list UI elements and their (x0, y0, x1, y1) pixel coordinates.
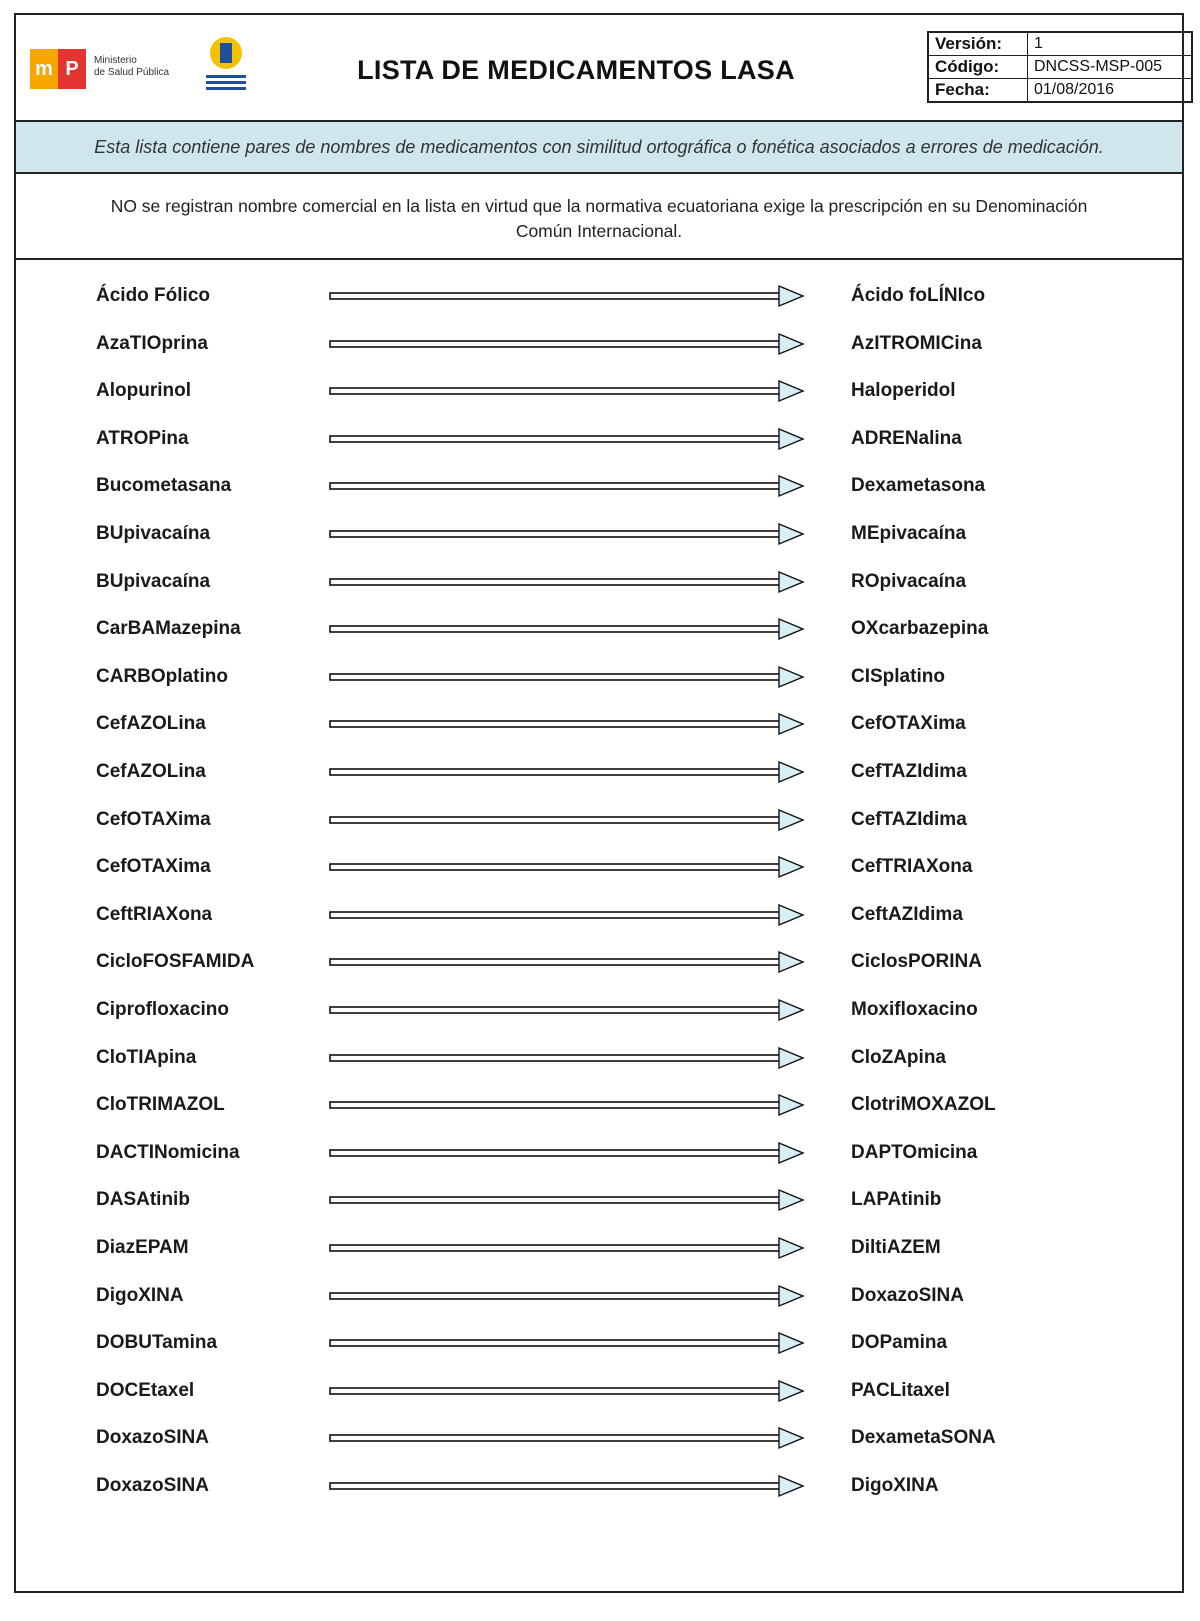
arrow-right-icon (329, 1186, 805, 1214)
drug-name-left: AzaTIOprina (96, 332, 208, 354)
arrow-right-icon (329, 1139, 805, 1167)
drug-name-right: ADRENalina (851, 427, 962, 449)
drug-name-left: BUpivacaína (96, 570, 211, 592)
drug-name-left: CefOTAXima (96, 856, 211, 878)
arrow-right-icon (329, 758, 805, 786)
drug-name-right: Dexametasona (851, 475, 986, 497)
drug-name-left: DigoXINA (96, 1284, 184, 1306)
drug-name-left: DACTINomicina (96, 1141, 240, 1163)
logo-text (94, 55, 169, 79)
date-value: 01/08/2016 (1028, 79, 1193, 103)
arrow-right-icon (329, 710, 805, 738)
drug-name-right: CISplatino (851, 665, 945, 687)
drug-name-left: CicloFOSFAMIDA (96, 951, 255, 973)
commercial-name-note (16, 174, 1182, 260)
document-meta-table (927, 31, 1193, 103)
arrow-right-icon (329, 520, 805, 548)
drug-name-left: CefAZOLina (96, 761, 206, 782)
drug-name-right: DoxazoSINA (851, 1284, 964, 1306)
drug-name-right: AzITROMICina (851, 332, 982, 354)
pair-row (16, 1180, 1182, 1220)
pair-row (16, 609, 1182, 649)
pair-row (16, 324, 1182, 364)
pair-row (16, 466, 1182, 506)
drug-name-left: ATROPina (96, 427, 189, 449)
pair-row (16, 990, 1182, 1030)
arrow-right-icon (329, 615, 805, 643)
pair-row (16, 1038, 1182, 1078)
arrow-right-icon (329, 568, 805, 596)
document-header (16, 15, 1182, 122)
drug-name-left: Alopurinol (96, 380, 191, 402)
pair-row (16, 1466, 1182, 1506)
drug-name-left: CefAZOLina (96, 713, 206, 735)
drug-name-right: DexametaSONA (851, 1427, 996, 1449)
arrow-right-icon (329, 1234, 805, 1262)
ministry-logo (30, 45, 202, 95)
drug-name-left: CefOTAXima (96, 808, 211, 830)
pair-row (16, 1085, 1182, 1125)
code-label: Código: (928, 56, 1028, 79)
drug-name-left: Bucometasana (96, 475, 232, 497)
drug-name-left: DoxazoSINA (96, 1427, 209, 1449)
drug-name-right: CiclosPORINA (851, 951, 982, 973)
page-title: LISTA DE MEDICAMENTOS LASA (357, 55, 795, 85)
drug-name-left: Ciprofloxacino (96, 999, 230, 1020)
drug-name-right: ROpivacaína (851, 570, 967, 592)
network-seal-icon (206, 37, 246, 101)
arrow-right-icon (329, 901, 805, 929)
drug-name-right: MEpivacaína (851, 523, 967, 544)
drug-name-right: CeftAZIdima (851, 903, 963, 925)
pair-row (16, 1276, 1182, 1316)
pair-row (16, 704, 1182, 744)
drug-name-right: LAPAtinib (851, 1189, 942, 1211)
drug-name-right: Moxifloxacino (851, 999, 978, 1020)
logo-text-line1: Ministerio (94, 55, 137, 66)
drug-name-left: DOBUTamina (96, 1332, 218, 1354)
arrow-right-icon (329, 1282, 805, 1310)
arrow-right-icon (329, 663, 805, 691)
drug-name-left: CeftRIAXona (96, 903, 213, 925)
pair-row (16, 1323, 1182, 1363)
version-label: Versión: (928, 32, 1028, 56)
logo-text-line2: de Salud Pública (94, 67, 170, 78)
version-value: 1 (1028, 32, 1193, 56)
drug-name-left: DoxazoSINA (96, 1475, 209, 1496)
drug-name-left: BUpivacaína (96, 523, 211, 544)
arrow-right-icon (329, 1329, 805, 1357)
drug-name-left: CloTIApina (96, 1046, 197, 1068)
note-line-2: Común Internacional. (515, 221, 683, 241)
arrow-right-icon (329, 425, 805, 453)
drug-name-right: CefTRIAXona (851, 856, 973, 878)
drug-name-right: DiltiAZEM (851, 1237, 941, 1258)
arrow-right-icon (329, 996, 805, 1024)
drug-name-right: PACLitaxel (851, 1379, 950, 1401)
drug-name-right: Ácido foLÍNIco (851, 285, 986, 306)
drug-name-left: CarBAMazepina (96, 618, 241, 640)
pair-row (16, 514, 1182, 554)
date-label: Fecha: (928, 79, 1028, 103)
arrow-right-icon (329, 330, 805, 358)
drug-name-left: CARBOplatino (96, 665, 228, 687)
description-banner: Esta lista contiene pares de nombres de medicamentos con similitud ortográfica o fonética asociados a errores de medicación. (16, 122, 1182, 174)
pair-row (16, 371, 1182, 411)
pair-row (16, 657, 1182, 697)
drug-name-right: CloZApina (851, 1046, 946, 1068)
drug-name-right: DOPamina (851, 1332, 948, 1354)
drug-name-left: DOCEtaxel (96, 1379, 195, 1401)
pair-row (16, 1418, 1182, 1458)
drug-name-right: CefTAZIdima (851, 761, 967, 782)
arrow-right-icon (329, 1472, 805, 1500)
arrow-right-icon (329, 1091, 805, 1119)
drug-name-right: CefOTAXima (851, 713, 966, 735)
pair-row (16, 1228, 1182, 1268)
arrow-right-icon (329, 1044, 805, 1072)
drug-name-right: ClotriMOXAZOL (851, 1094, 996, 1116)
drug-name-right: OXcarbazepina (851, 618, 989, 640)
drug-name-right: DigoXINA (851, 1475, 939, 1496)
drug-name-left: DiazEPAM (96, 1237, 189, 1258)
pair-row (16, 847, 1182, 887)
drug-name-left: Ácido Fólico (96, 285, 210, 306)
drug-name-right: CefTAZIdima (851, 808, 967, 830)
pair-row (16, 942, 1182, 982)
arrow-right-icon (329, 282, 805, 310)
arrow-right-icon (329, 377, 805, 405)
drug-name-left: CloTRIMAZOL (96, 1094, 225, 1116)
drug-name-left: DASAtinib (96, 1189, 190, 1211)
note-line-1: NO se registran nombre comercial en la lista en virtud que la normativa ecuatoriana exige la prescripción en su Denominación (110, 196, 1088, 216)
arrow-right-icon (329, 948, 805, 976)
logo-mark-left: m (30, 49, 58, 89)
pair-row (16, 562, 1182, 602)
pair-row (16, 895, 1182, 935)
pair-row (16, 276, 1182, 316)
arrow-right-icon (329, 853, 805, 881)
pair-row (16, 1371, 1182, 1411)
document-page (14, 13, 1184, 1593)
code-value: DNCSS-MSP-005 (1028, 56, 1193, 79)
drug-name-right: Haloperidol (851, 380, 956, 402)
pair-row (16, 419, 1182, 459)
pair-row (16, 1133, 1182, 1173)
arrow-right-icon (329, 1424, 805, 1452)
logo-mark-right: P (58, 49, 86, 89)
pair-row (16, 752, 1182, 792)
pair-row (16, 800, 1182, 840)
arrow-right-icon (329, 806, 805, 834)
drug-name-right: DAPTOmicina (851, 1141, 978, 1163)
arrow-right-icon (329, 1377, 805, 1405)
arrow-right-icon (329, 472, 805, 500)
